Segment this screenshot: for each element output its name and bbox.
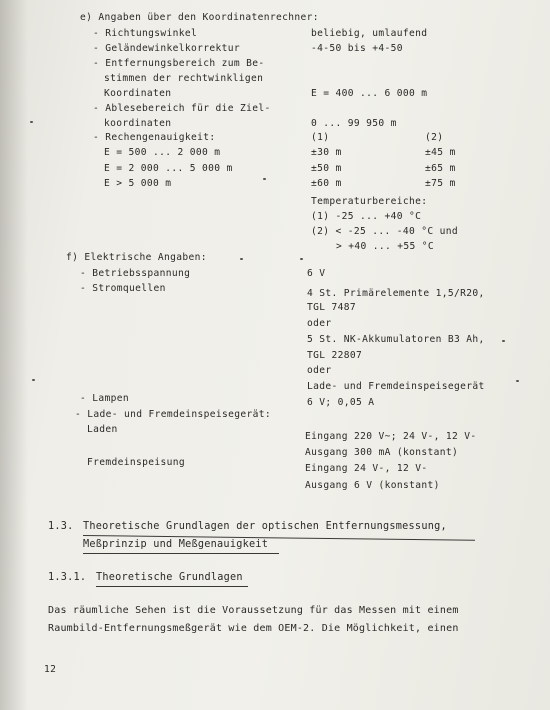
stromquellen-line: oder	[307, 365, 332, 376]
ladegeraet-label: - Lade- und Fremdeinspeisegerät:	[75, 409, 272, 420]
accuracy-row-label: E = 2 000 ... 5 000 m	[104, 163, 233, 174]
laden-label: Laden	[87, 424, 118, 435]
accuracy-value-2: ±75 m	[425, 178, 456, 189]
accuracy-value-1: ±30 m	[311, 147, 342, 158]
row-label: - Geländewinkelkorrektur	[93, 43, 241, 54]
scan-speck	[502, 340, 505, 342]
fremdeinspeisung-line: Ausgang 6 V (konstant)	[305, 480, 440, 491]
section-1-3-1-title: Theoretische Grundlagen	[96, 572, 243, 583]
temperature-line-3: > +40 ... +55 °C	[336, 241, 435, 252]
paragraph-line-2: Raumbild-Entfernungsmeßgerät wie dem OEM-2. Die Möglichkeit, einen	[48, 623, 459, 634]
stromquellen-line: oder	[307, 318, 332, 329]
stromquellen-line: Lade- und Fremdeinspeisegerät	[307, 381, 485, 392]
section-1-3-underline-2	[83, 553, 279, 554]
row-label: koordinaten	[104, 118, 172, 129]
section-1-3-number: 1.3.	[48, 521, 74, 532]
fremdeinspeisung-label: Fremdeinspeisung	[87, 457, 186, 468]
section-1-3-title-line-1: Theoretische Grundlagen der optischen Entfernungsmessung,	[83, 521, 447, 532]
accuracy-value-1: ±50 m	[311, 163, 342, 174]
stromquellen-line: 5 St. NK-Akkumulatoren B3 Ah,	[307, 334, 485, 345]
row-label: - Entfernungsbereich zum Be-	[93, 58, 265, 69]
temperature-title: Temperaturbereiche:	[311, 196, 428, 207]
temperature-line-1: (1) -25 ... +40 °C	[311, 211, 422, 222]
stromquellen-label: - Stromquellen	[80, 283, 166, 294]
row-value: beliebig, umlaufend	[311, 28, 428, 39]
scan-speck	[263, 178, 266, 180]
lampen-label: - Lampen	[80, 393, 130, 404]
row-label: Koordinaten	[104, 88, 172, 99]
row-label: stimmen der rechtwinkligen	[104, 73, 264, 84]
section-1-3-1-number: 1.3.1.	[48, 572, 87, 583]
accuracy-value-1: ±60 m	[311, 178, 342, 189]
page-edge-shadow	[0, 0, 28, 710]
accuracy-col1-header: (1)	[311, 132, 330, 143]
section-1-3-title-line-2: Meßprinzip und Meßgenauigkeit	[83, 539, 269, 550]
scan-speck	[240, 258, 243, 260]
page-number: 12	[44, 664, 57, 675]
paragraph-line-1: Das räumliche Sehen ist die Voraussetzung für das Messen mit einem	[48, 605, 459, 616]
fremdeinspeisung-line: Eingang 24 V-, 12 V-	[305, 463, 428, 474]
row-value: -4-50 bis +4-50	[311, 43, 403, 54]
row-label: - Rechengenauigkeit:	[93, 132, 216, 143]
scan-speck	[300, 258, 303, 260]
accuracy-value-2: ±45 m	[425, 147, 456, 158]
accuracy-value-2: ±65 m	[425, 163, 456, 174]
stromquellen-line: 4 St. Primärelemente 1,5/R20,	[307, 288, 485, 299]
row-value: E = 400 ... 6 000 m	[311, 88, 428, 99]
accuracy-row-label: E = 500 ... 2 000 m	[104, 147, 221, 158]
scan-speck	[32, 379, 35, 381]
section-e-heading: e) Angaben über den Koordinatenrechner:	[80, 12, 319, 23]
row-value: 0 ... 99 950 m	[311, 118, 397, 129]
laden-line: Ausgang 300 mA (konstant)	[305, 447, 459, 458]
scan-speck	[30, 121, 33, 123]
accuracy-col2-header: (2)	[425, 132, 444, 143]
row-label: - Richtungswinkel	[93, 28, 198, 39]
row-label: - Ablesebereich für die Ziel-	[93, 103, 271, 114]
stromquellen-line: TGL 22807	[307, 350, 363, 361]
accuracy-row-label: E > 5 000 m	[104, 178, 172, 189]
betriebsspannung-label: - Betriebsspannung	[80, 268, 191, 279]
betriebsspannung-value: 6 V	[307, 268, 326, 279]
scan-speck	[516, 380, 519, 382]
section-1-3-1-underline	[96, 586, 248, 587]
temperature-line-2: (2) < -25 ... -40 °C und	[311, 226, 459, 237]
stromquellen-line: TGL 7487	[307, 302, 357, 313]
laden-line: Eingang 220 V~; 24 V-, 12 V-	[305, 431, 477, 442]
lampen-value: 6 V; 0,05 A	[307, 397, 375, 408]
section-f-heading: f) Elektrische Angaben:	[66, 252, 207, 263]
